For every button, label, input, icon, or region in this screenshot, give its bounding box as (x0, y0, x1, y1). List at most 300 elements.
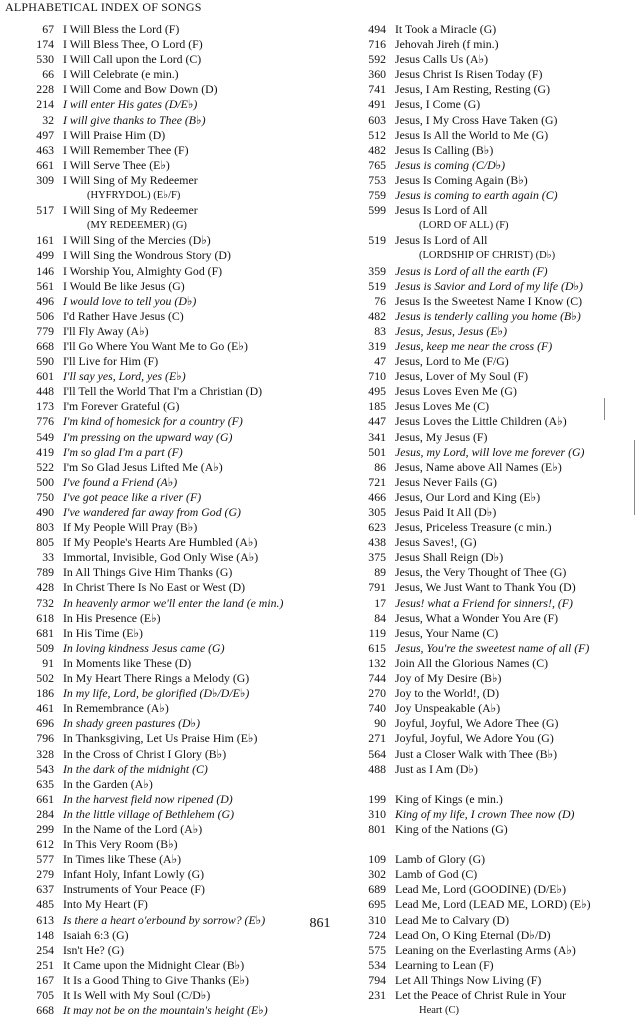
song-title: Jesus, Jesus, Jesus (E♭) (395, 323, 508, 338)
song-number: 519 (368, 233, 386, 248)
index-entry (4, 822, 304, 837)
song-number: 753 (368, 172, 386, 187)
song-number: 776 (36, 414, 54, 429)
song-title: Is there a heart o'erbound by sorrow? (E♭) (63, 912, 266, 927)
song-title: Jesus Shall Reign (D♭) (395, 550, 504, 565)
index-entry (336, 550, 636, 565)
song-number: 83 (374, 323, 386, 338)
song-number: 482 (368, 142, 386, 157)
song-title: Joyful, Joyful, We Adore You (G) (395, 731, 554, 746)
song-number: 495 (368, 384, 386, 399)
index-entry (4, 535, 304, 550)
song-title: Jesus, Your Name (C) (395, 625, 499, 640)
song-title: Join All the Glorious Names (C) (395, 655, 549, 670)
song-title: I'm so glad I'm a part (F) (63, 444, 183, 459)
song-number: 76 (374, 293, 386, 308)
song-number: 499 (36, 248, 54, 263)
index-entry (336, 309, 636, 324)
index-entry (336, 173, 636, 188)
song-title: Jesus Saves!, (G) (395, 535, 477, 550)
song-number: 463 (36, 142, 54, 157)
song-title: Jesus, What a Wonder You Are (F) (395, 610, 559, 625)
song-title: I Worship You, Almighty God (F) (63, 263, 223, 278)
song-title: Lead On, O King Eternal (D♭/D) (395, 927, 551, 942)
index-entry (4, 113, 304, 128)
song-title: In the harvest field now ripened (D) (63, 791, 233, 806)
section-gap (336, 837, 636, 852)
song-number: 805 (36, 535, 54, 550)
song-title: I'll Fly Away (A♭) (63, 323, 149, 338)
song-number: 549 (36, 429, 54, 444)
song-number: 637 (36, 882, 54, 897)
song-title: Immortal, Invisible, God Only Wise (A♭) (63, 550, 259, 565)
song-number: 419 (36, 444, 54, 459)
song-number: 750 (36, 489, 54, 504)
song-title: (LORD OF ALL) (F) (419, 220, 509, 232)
song-title: If My People Will Pray (B♭) (63, 520, 198, 535)
song-title: It Took a Miracle (G) (395, 22, 497, 36)
song-title: I'm So Glad Jesus Lifted Me (A♭) (63, 459, 223, 474)
song-number: 512 (368, 127, 386, 142)
song-title: I'll Tell the World That I'm a Christian (D) (63, 384, 263, 399)
index-entry-continuation (4, 188, 304, 203)
song-number: 341 (368, 429, 386, 444)
song-number: 359 (368, 263, 386, 278)
index-entry (4, 716, 304, 731)
index-entry (4, 97, 304, 112)
song-number: 497 (36, 127, 54, 142)
song-title: (HYFRYDOL) (E♭/F) (87, 190, 181, 202)
song-title: Joy to the World!, (D) (395, 686, 500, 701)
song-title: In His Time (E♭) (63, 625, 143, 640)
song-title: Jesus, Name above All Names (E♭) (395, 459, 562, 474)
index-entry (4, 445, 304, 460)
song-number: 228 (36, 82, 54, 97)
index-entry (336, 626, 636, 641)
index-entry (4, 958, 304, 973)
index-entry-continuation (336, 248, 636, 263)
section-gap (336, 777, 636, 792)
page-header: ALPHABETICAL INDEX OF SONGS (5, 0, 202, 14)
song-number: 270 (368, 686, 386, 701)
song-number: 310 (368, 806, 386, 821)
index-entry (336, 37, 636, 52)
index-entry (4, 460, 304, 475)
song-number: 482 (368, 308, 386, 323)
song-title: I Will Serve Thee (E♭) (63, 157, 170, 172)
song-title: Leaning on the Everlasting Arms (A♭) (395, 942, 576, 957)
song-number: 485 (36, 897, 54, 912)
song-number: 132 (368, 655, 386, 670)
song-title: I Will Bless the Lord (F) (63, 22, 180, 36)
song-title: It Is Well with My Soul (C/D♭) (63, 988, 211, 1002)
index-entry (336, 294, 636, 309)
song-title: In the Garden (A♭) (63, 776, 153, 791)
song-number: 613 (36, 912, 54, 927)
index-entry (4, 671, 304, 686)
index-entry (4, 143, 304, 158)
song-number: 744 (368, 671, 386, 686)
song-number: 517 (36, 203, 54, 218)
song-title: In the Cross of Christ I Glory (B♭) (63, 746, 227, 761)
song-number: 740 (368, 701, 386, 716)
index-entry (4, 565, 304, 580)
song-number: 577 (36, 852, 54, 867)
index-entry (4, 897, 304, 912)
song-title: Jesus is tenderly calling you home (B♭) (395, 308, 581, 323)
page-number: 861 (309, 916, 331, 931)
song-number: 721 (368, 474, 386, 489)
index-entry (4, 837, 304, 852)
song-number: 447 (368, 414, 386, 429)
index-entry (336, 67, 636, 82)
index-entry (336, 128, 636, 143)
song-title: King of my life, I crown Thee now (D) (395, 806, 575, 821)
song-number: 84 (374, 610, 386, 625)
index-entry (4, 158, 304, 173)
index-entry (4, 656, 304, 671)
song-title: I'm pressing on the upward way (G) (63, 429, 233, 444)
index-entry (336, 399, 636, 414)
song-number: 161 (36, 233, 54, 248)
song-number: 779 (36, 323, 54, 338)
song-number: 601 (36, 369, 54, 384)
song-number: 741 (368, 82, 386, 97)
song-number: 438 (368, 535, 386, 550)
song-title: Learning to Lean (F) (395, 957, 494, 972)
song-title: Isn't He? (G) (63, 942, 125, 957)
song-number: 32 (42, 112, 54, 127)
index-entry-continuation (4, 218, 304, 233)
song-number: 765 (368, 157, 386, 172)
song-number: 705 (36, 988, 54, 1002)
song-title: In My Heart There Rings a Melody (G) (63, 671, 250, 686)
index-entry (4, 414, 304, 429)
song-number: 759 (368, 188, 386, 203)
song-title: In This Very Room (B♭) (63, 837, 178, 852)
song-title: Jesus Is Lord of All (395, 203, 488, 218)
song-title: Jesus is Savior and Lord of my life (D♭) (395, 278, 583, 293)
song-title: Just a Closer Walk with Thee (B♭) (395, 746, 558, 761)
song-title: Joy of My Desire (B♭) (395, 671, 502, 686)
index-entry (336, 973, 636, 988)
song-title: Jesus is Lord of all the earth (F) (395, 263, 548, 278)
song-title: I Will Come and Bow Down (D) (63, 82, 218, 97)
song-number: 668 (36, 338, 54, 353)
index-entry (336, 867, 636, 882)
index-entry (4, 430, 304, 445)
song-title: It may not be on the mountain's height (E♭) (63, 1003, 268, 1018)
song-title: Jesus, keep me near the cross (F) (395, 338, 553, 353)
song-title: King of the Nations (G) (395, 821, 508, 836)
song-number: 299 (36, 821, 54, 836)
song-title: Lead Me, Lord (LEAD ME, LORD) (E♭) (395, 897, 591, 912)
song-title: Jesus, Lord to Me (F/G) (395, 354, 509, 369)
song-number: 254 (36, 942, 54, 957)
index-entry (4, 807, 304, 822)
index-entry (336, 384, 636, 399)
song-title: Jesus Never Fails (G) (395, 474, 497, 489)
song-title: Lamb of Glory (G) (395, 852, 486, 867)
index-entry (336, 807, 636, 822)
song-title: Jesus Christ Is Risen Today (F) (395, 67, 543, 82)
song-title: Jesus is coming (C/D♭) (395, 157, 506, 172)
song-number: 506 (36, 308, 54, 323)
song-title: Let the Peace of Christ Rule in Your (395, 988, 567, 1002)
index-entry (336, 852, 636, 867)
index-entry (4, 173, 304, 188)
index-entry (336, 460, 636, 475)
index-entry (336, 596, 636, 611)
song-number: 89 (374, 565, 386, 580)
song-title: I will give thanks to Thee (B♭) (63, 112, 206, 127)
index-entry (336, 611, 636, 626)
song-number: 732 (36, 595, 54, 610)
song-number (336, 248, 395, 263)
song-title: Jesus, You're the sweetest name of all (F) (395, 640, 590, 655)
song-number: 696 (36, 716, 54, 731)
index-column-left (4, 22, 304, 1018)
song-title: Jesus, I My Cross Have Taken (G) (395, 112, 558, 127)
song-number: 530 (36, 52, 54, 67)
song-title: I've found a Friend (A♭) (63, 474, 178, 489)
song-title: In Thanksgiving, Let Us Praise Him (E♭) (63, 731, 258, 746)
song-title: I've wandered far away from God (G) (63, 505, 241, 519)
index-entry (4, 852, 304, 867)
song-title: In heavenly armor we'll enter the land (e min.) (63, 595, 284, 610)
song-title: Jesus Loves the Little Children (A♭) (395, 414, 567, 429)
song-number: 794 (368, 972, 386, 987)
song-number: 90 (374, 716, 386, 731)
song-number: 173 (36, 399, 54, 414)
index-entry (336, 143, 636, 158)
song-title: Instruments of Your Peace (F) (63, 882, 205, 897)
song-number: 67 (42, 22, 54, 36)
index-entry (4, 369, 304, 384)
song-number: 668 (36, 1003, 54, 1018)
song-number: 490 (36, 505, 54, 519)
index-entry (4, 550, 304, 565)
index-entry (4, 37, 304, 52)
song-number: 500 (36, 474, 54, 489)
song-number: 428 (36, 580, 54, 595)
song-number: 448 (36, 384, 54, 399)
index-entry (4, 384, 304, 399)
song-title: Heart (C) (419, 1005, 459, 1017)
song-number: 360 (368, 67, 386, 82)
index-entry (4, 324, 304, 339)
index-entry (336, 430, 636, 445)
song-title: It Is a Good Thing to Give Thanks (E♭) (63, 972, 249, 987)
song-number: 86 (374, 459, 386, 474)
index-entry (336, 535, 636, 550)
song-title: I Will Remember Thee (F) (63, 142, 189, 157)
song-title: I Will Sing the Wondrous Story (D) (63, 248, 231, 263)
index-entry-continuation (336, 218, 636, 233)
song-title: I will enter His gates (D/E♭) (63, 97, 198, 112)
song-number: 494 (368, 22, 386, 36)
index-entry (4, 264, 304, 279)
index-entry (4, 248, 304, 263)
index-entry (4, 1003, 304, 1018)
index-entry (4, 988, 304, 1003)
index-entry (336, 520, 636, 535)
song-number: 623 (368, 520, 386, 535)
song-title: Jesus, My Jesus (F) (395, 429, 488, 444)
song-title: Jesus Is All the World to Me (G) (395, 127, 549, 142)
index-entry (336, 822, 636, 837)
song-title: In Christ There Is No East or West (D) (63, 580, 246, 595)
index-entry (4, 309, 304, 324)
song-title: In loving kindness Jesus came (G) (63, 640, 225, 655)
song-number: 302 (368, 867, 386, 882)
song-number: 375 (368, 550, 386, 565)
index-entry (336, 264, 636, 279)
index-entry (336, 97, 636, 112)
song-number: 271 (368, 731, 386, 746)
song-number: 167 (36, 972, 54, 987)
song-number: 603 (368, 112, 386, 127)
song-number: 534 (368, 957, 386, 972)
song-number: 635 (36, 776, 54, 791)
song-title: I Will Bless Thee, O Lord (F) (63, 37, 203, 52)
index-entry (4, 626, 304, 641)
song-title: In Remembrance (A♭) (63, 701, 169, 716)
index-entry (4, 792, 304, 807)
song-title: Jesus, the Very Thought of Thee (G) (395, 565, 567, 580)
song-number: 661 (36, 791, 54, 806)
song-number (4, 218, 63, 233)
song-number: 575 (368, 942, 386, 957)
index-entry (4, 52, 304, 67)
song-number: 310 (368, 912, 386, 927)
index-entry (4, 686, 304, 701)
song-number: 681 (36, 625, 54, 640)
song-title: In the Name of the Lord (A♭) (63, 821, 203, 836)
song-number: 612 (36, 837, 54, 852)
index-entry (4, 867, 304, 882)
song-number: 689 (368, 882, 386, 897)
song-title: Jesus Is the Sweetest Name I Know (C) (395, 293, 583, 308)
song-title: Jesus Is Lord of All (395, 233, 488, 248)
index-entry (336, 22, 636, 37)
song-title: Jesus Paid It All (D♭) (395, 505, 497, 519)
index-entry (336, 656, 636, 671)
index-entry (336, 897, 636, 912)
song-number: 174 (36, 37, 54, 52)
song-number: 466 (368, 489, 386, 504)
index-entry (336, 445, 636, 460)
index-entry (336, 988, 636, 1003)
song-title: I Will Sing of the Mercies (D♭) (63, 233, 211, 248)
song-title: Joy Unspeakable (A♭) (395, 701, 501, 716)
index-entry (4, 505, 304, 520)
index-entry (336, 701, 636, 716)
song-number: 590 (36, 354, 54, 369)
index-entry (4, 203, 304, 218)
index-entry (4, 701, 304, 716)
song-number: 599 (368, 203, 386, 218)
song-title: In His Presence (E♭) (63, 610, 161, 625)
song-number: 461 (36, 701, 54, 716)
song-number: 801 (368, 821, 386, 836)
song-number: 791 (368, 580, 386, 595)
song-number: 519 (368, 278, 386, 293)
index-entry (336, 233, 636, 248)
song-title: Jesus Is Coming Again (B♭) (395, 172, 528, 187)
song-title: Infant Holy, Infant Lowly (G) (63, 867, 205, 882)
index-entry (4, 67, 304, 82)
index-entry (4, 611, 304, 626)
song-number: 214 (36, 97, 54, 112)
index-entry (336, 686, 636, 701)
song-number: 522 (36, 459, 54, 474)
song-title: If My People's Hearts Are Humbled (A♭) (63, 535, 258, 550)
song-number: 148 (36, 927, 54, 942)
song-title: Jesus, my Lord, will love me forever (G) (395, 444, 585, 459)
index-entry (336, 882, 636, 897)
song-title: In the little village of Bethlehem (G) (63, 806, 234, 821)
song-title: King of Kings (e min.) (395, 791, 503, 806)
song-number: 543 (36, 761, 54, 776)
index-entry (336, 641, 636, 656)
index-entry (4, 475, 304, 490)
index-entry (336, 565, 636, 580)
song-number: 789 (36, 565, 54, 580)
index-entry (336, 958, 636, 973)
song-number: 496 (36, 293, 54, 308)
song-number: 33 (42, 550, 54, 565)
song-number: 47 (374, 354, 386, 369)
song-number: 615 (368, 640, 386, 655)
index-entry (336, 731, 636, 746)
index-entry (336, 490, 636, 505)
song-title: I'm Forever Grateful (G) (63, 399, 180, 414)
song-title: I Will Sing of My Redeemer (63, 172, 198, 187)
song-number: 119 (368, 625, 386, 640)
song-number (336, 218, 395, 233)
song-number: 509 (36, 640, 54, 655)
song-number: 561 (36, 278, 54, 293)
song-number: 661 (36, 157, 54, 172)
song-title: Jehovah Jireh (f min.) (395, 37, 499, 52)
index-entry (336, 792, 636, 807)
index-entry (336, 82, 636, 97)
song-title: Jesus, Lover of My Soul (F) (395, 369, 529, 384)
index-entry (4, 399, 304, 414)
index-entry-continuation (336, 1003, 636, 1018)
song-number: 564 (368, 746, 386, 761)
song-title: Let All Things Now Living (F) (395, 972, 542, 987)
song-title: Lead Me, Lord (GOODINE) (D/E♭) (395, 882, 566, 897)
index-entry (4, 777, 304, 792)
song-number: 803 (36, 520, 54, 535)
song-title: Joyful, Joyful, We Adore Thee (G) (395, 716, 559, 731)
song-title: Jesus, Our Lord and King (E♭) (395, 489, 541, 504)
index-entry (336, 475, 636, 490)
index-entry (336, 414, 636, 429)
index-entry (4, 973, 304, 988)
index-entry (336, 52, 636, 67)
song-title: I Will Praise Him (D) (63, 127, 166, 142)
song-number: 305 (368, 505, 386, 519)
song-number: 17 (374, 595, 386, 610)
song-title: I would love to tell you (D♭) (63, 293, 197, 308)
song-number: 284 (36, 806, 54, 821)
song-title: Jesus, I Come (G) (395, 97, 481, 112)
song-number: 309 (36, 172, 54, 187)
index-entry (4, 641, 304, 656)
